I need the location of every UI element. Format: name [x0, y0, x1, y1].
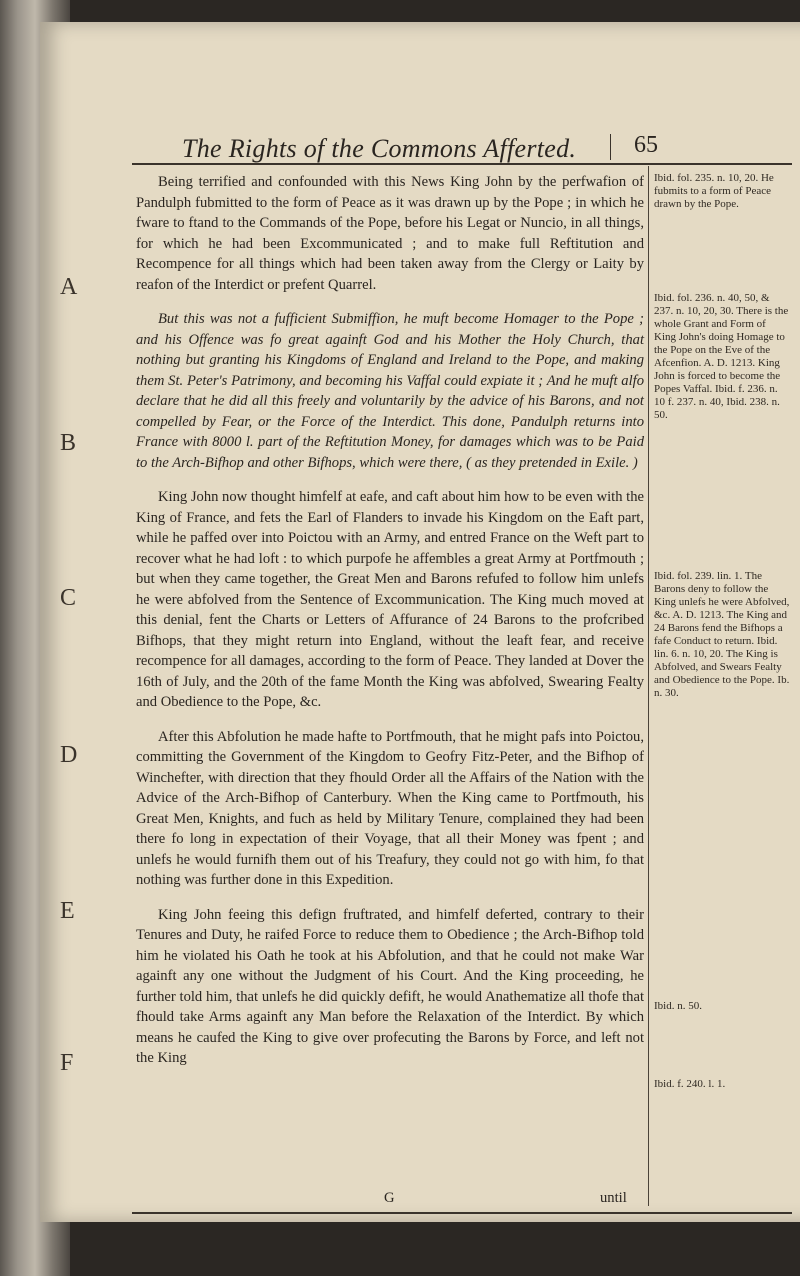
margin-note-4: Ibid. n. 50.	[654, 1000, 702, 1012]
running-title: The Rights of the Commons Afferted.	[182, 134, 577, 163]
header-divider	[610, 134, 611, 160]
margin-column-rule	[648, 166, 649, 1206]
paragraph-4: After this Abfolution he made hafte to Portfmouth, that he might pafs into Poictou, committing the Government of the Kingdom to Geofry Fitz-Peter, and the Bifhop of Winchefter, with direction that they fhould Order all the Affairs of the Nation with the Advice of the Arch-Bifhop of Canterbury. When the King came to Portfmouth, his Great Men, Knights, and fuch as held by Military Tenure, complained they had been there fo long in expectation of their Voyage, that all their Money was fpent ; and unlefs he would furnifh them out of his Treafury, they could not go with him, fo that nothing was further done in this Expedition.	[136, 728, 644, 888]
paragraph-3: King John now thought himfelf at eafe, and caft about him how to be even with the King of France, and fets the Earl of Flanders to invade his Kingdom on the Eaft part, while he paffed over into Poictou with an Army, and entred France on the Weft part to recover what he had loft : to which purpofe he affembles a great Army at Portfmouth ; but when they came together, the Great Men and Barons refufed to follow him unlefs he were abfolved from the Sentence of Excommunication. The King much moved at this denial, fent the Charts or Letters of Affurance of 24 Barons to the profcribed Bifhops, that they might return into England, without the leaft fear, and receive recompence for all damages, according to the form of Peace. They landed at Dover the 16th of July, and the 20th of the fame Month the King was abfolved, Swearing Fealty and Obedience to the Pope, &c.	[136, 489, 644, 710]
main-text-column	[136, 172, 644, 1083]
side-letter-f: F	[60, 1050, 74, 1076]
side-letter-b: B	[60, 430, 77, 456]
running-header	[132, 128, 792, 162]
margin-note-5: Ibid. f. 240. l. 1.	[654, 1078, 726, 1090]
side-letter-a: A	[60, 274, 78, 300]
side-letter-e: E	[60, 898, 75, 924]
margin-note-1: Ibid. fol. 235. n. 10, 20. He fubmits to a form of Peace drawn by the Pope.	[654, 172, 774, 210]
side-letter-c: C	[60, 585, 77, 611]
bottom-rule	[132, 1212, 792, 1214]
paragraph-5: King John feeing this defign fruftrated, and himfelf deferted, contrary to their Tenures and Duty, he raifed Force to reduce them to Obedience ; the Arch-Bifhop told him he violated his Oath he took at his Abfolution, and that he could not make War againft any one without the Judgment of his Court. And the King proceeding, he further told him, that unlefs he did quickly defift, he would Anathematize all thofe that fhould take Arms againft any Man before the Relaxation of the Interdict. By which means he caufed the King to give over profecuting the Barons by Force, and left not the King	[136, 906, 644, 1066]
margin-note-3: Ibid. fol. 239. lin. 1. The Barons deny to follow the King unlefs he were Abfolved, &c. A. D. 1213. The King and 24 Barons fend the Bifhops a fafe Conduct to return. Ibid. lin. 6. n. 10, 20. The King is Abfolved, and Swears Fealty and Obedience to the Pope. Ib. n. 30.	[654, 570, 790, 699]
paragraph-1: Being terrified and confounded with this News King John by the perfwafion of Pandulph fubmitted to the form of Peace as it was drawn up by the Pope ; in which he fware to ftand to the Commands of the Pope, before his Legat or Nuncio, in all things, for which he had been Excommunicated ; and to make full Reftitution and Recompence for all things which had been taken away from the Clergy or Laity by reafon of the Interdict or prefent Quarrel.	[136, 174, 644, 293]
page-number: 65	[634, 132, 658, 158]
side-letter-d: D	[60, 742, 78, 768]
catchword: until	[600, 1190, 627, 1206]
paragraph-2: But this was not a fufficient Submiffion, he muft become Homager to the Pope ; and his Offence was fo great againft God and his Mother the Holy Church, that nothing but granting his Kingdoms of England and Ireland to the Pope, and making them St. Peter's Patrimony, and becoming his Vaffal could expiate it ; And he muft alfo declare that he did all this freely and voluntarily by the advice of his Barons, and not compelled by Fear, or the Force of the Interdict. This done, Pandulph returns into France with 8000 l. part of the Reftitution Money, for damages which was to be Paid to the Arch-Bifhop and other Bifhops, which were there, ( as they pretended in Exile. )	[136, 311, 644, 471]
header-rule	[132, 163, 792, 165]
margin-note-2: Ibid. fol. 236. n. 40, 50, & 237. n. 10, 20, 30. There is the whole Grant and Form of King John's doing Homage to the Pope on the Eve of the Afcenfion. A. D. 1213. King John is forced to become the Popes Vaffal. Ibid. f. 236. n. 10 f. 237. n. 40, Ibid. 238. n. 50.	[654, 292, 789, 421]
signature-mark: G	[384, 1190, 395, 1206]
